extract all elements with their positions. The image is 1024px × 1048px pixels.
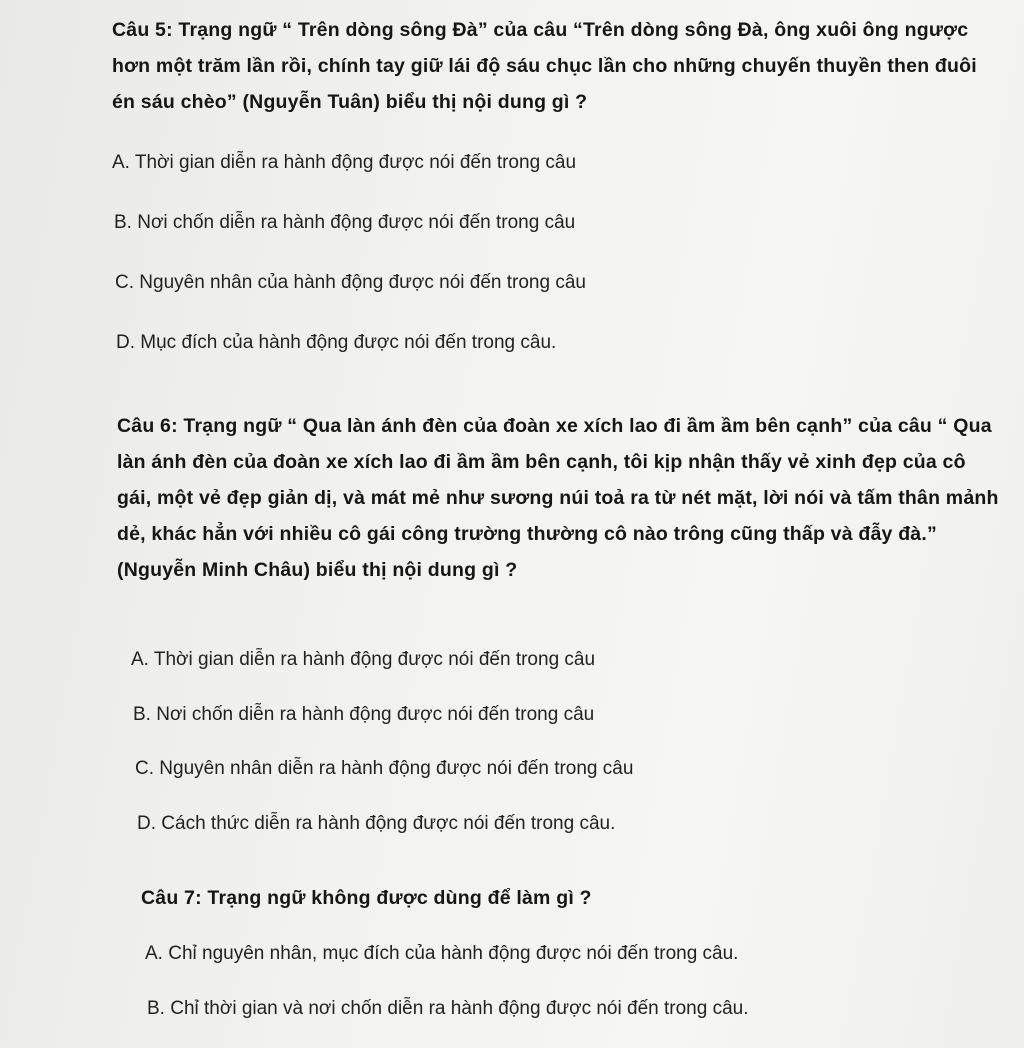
question-7-stem: Câu 7: Trạng ngữ không được dùng để làm gì ? bbox=[141, 887, 592, 909]
question-5-option-c: C. Nguyên nhân của hành động được nói đến trong câu bbox=[115, 272, 586, 293]
question-6 bbox=[117, 408, 1002, 588]
question-6-option-a: A. Thời gian diễn ra hành động được nói đến trong câu bbox=[131, 649, 596, 670]
question-5-option-a: A. Thời gian diễn ra hành động được nói đến trong câu bbox=[112, 152, 577, 173]
question-6-option-d: D. Cách thức diễn ra hành động được nói đến trong câu. bbox=[137, 813, 616, 834]
question-6-stem: Câu 6: Trạng ngữ “ Qua làn ánh đèn của đoàn xe xích lao đi ầm ầm bên cạnh” của câu “ Qua làn ánh đèn của đoàn xe xích lao đi ầm ầm bên cạnh, tôi kịp nhận thấy vẻ xinh đẹp của cô gái, một vẻ đẹp giản dị, và mát mẻ như sương núi toả ra từ nét mặt, lời nói và tấm thân mảnh dẻ, khác hẳn với nhiều cô gái công trường thường cô nào trông cũng thấp và đẫy đà.” (Nguyễn Minh Châu) biểu thị nội dung gì ? bbox=[117, 415, 999, 581]
question-5-option-b: B. Nơi chốn diễn ra hành động được nói đến trong câu bbox=[114, 212, 576, 233]
question-6-option-b: B. Nơi chốn diễn ra hành động được nói đến trong câu bbox=[133, 704, 595, 725]
question-7-option-a: A. Chỉ nguyên nhân, mục đích của hành động được nói đến trong câu. bbox=[145, 943, 739, 964]
question-6-option-c: C. Nguyên nhân diễn ra hành động được nói đến trong câu bbox=[135, 758, 634, 779]
question-5-stem: Câu 5: Trạng ngữ “ Trên dòng sông Đà” của câu “Trên dòng sông Đà, ông xuôi ông ngược hơn một trăm lần rồi, chính tay giữ lái độ sáu chục lần cho những chuyến thuyền then đuôi én sáu chèo” (Nguyễn Tuân) biểu thị nội dung gì ? bbox=[112, 19, 977, 113]
question-7-option-b: B. Chỉ thời gian và nơi chốn diễn ra hành động được nói đến trong câu. bbox=[147, 998, 749, 1019]
question-7 bbox=[141, 880, 1001, 916]
question-5-option-d: D. Mục đích của hành động được nói đến trong câu. bbox=[116, 332, 557, 353]
question-5 bbox=[112, 12, 1002, 120]
